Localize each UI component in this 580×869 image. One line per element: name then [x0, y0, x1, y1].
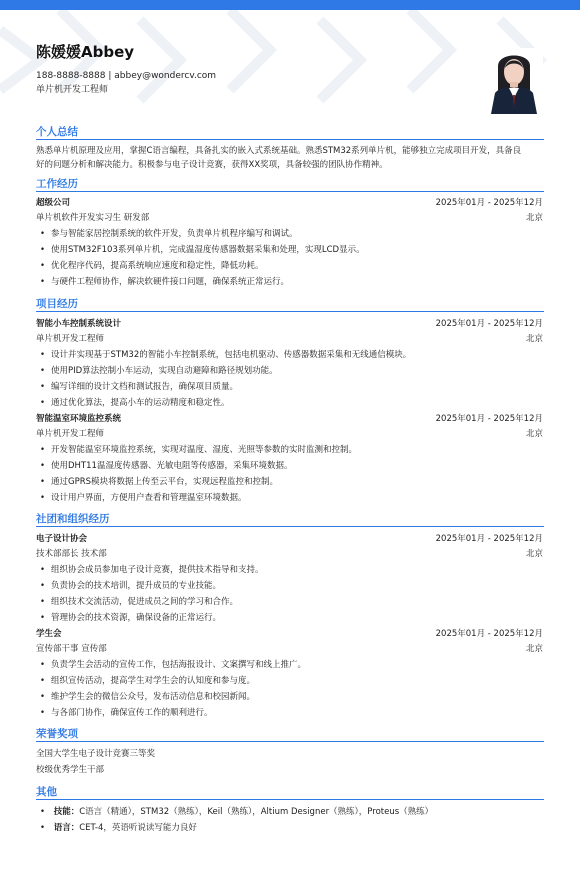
section-title-clubs: 社团和组织经历: [36, 513, 110, 525]
section-divider: [36, 526, 544, 527]
club-bullet: • 与各部门协作，确保宣传工作的顺利进行。: [40, 707, 213, 719]
section-title-other: 其他: [36, 786, 57, 798]
project-time: 2025年01月 - 2025年12月: [435, 319, 543, 329]
work-bullet: • 参与智能家居控制系统的软件开发，负责单片机程序编写和调试。: [40, 228, 298, 240]
project-bullet: • 使用DHT11温湿度传感器、光敏电阻等传感器，采集环境数据。: [40, 460, 292, 472]
section-title-summary: 个人总结: [36, 126, 78, 138]
other-language: [40, 822, 197, 834]
work-bullet: • 与硬件工程师协作，解决软硬件接口问题，确保系统正常运行。: [40, 276, 289, 288]
honor-item: 校级优秀学生干部: [36, 765, 105, 775]
skills-value: C语言（精通），STM32（熟练），Keil（熟练），Altium Designer（熟练），Proteus（熟练）: [79, 807, 434, 817]
skills-label: 技能：: [53, 807, 80, 817]
project-name: 智能温室环境监控系统: [36, 414, 122, 424]
project-role: 单片机开发工程师: [36, 429, 105, 439]
section-divider: [36, 799, 544, 800]
profile-name: 陈媛媛Abbey: [36, 43, 135, 61]
club-bullet: • 组织技术交流活动，促进成员之间的学习和合作。: [40, 596, 238, 608]
club-place: 北京: [525, 644, 543, 654]
project-bullet: • 使用PID算法控制小车运动，实现自动避障和路径规划功能。: [40, 365, 278, 377]
club-bullet: • 组织宣传活动，提高学生对学生会的认知度和参与度。: [40, 675, 255, 687]
club-time: 2025年01月 - 2025年12月: [435, 629, 543, 639]
club-bullet: • 组织协会成员参加电子设计竞赛，提供技术指导和支持。: [40, 564, 264, 576]
project-bullet: • 通过GPRS模块将数据上传至云平台，实现远程监控和控制。: [40, 476, 278, 488]
project-bullet: • 设计用户界面，方便用户查看和管理温室环境数据。: [40, 492, 247, 504]
work-org: 超级公司: [36, 198, 71, 208]
project-bullet: • 通过优化算法，提高小车的运动精度和稳定性。: [40, 397, 230, 409]
profile-position: 单片机开发工程师: [36, 85, 109, 95]
profile-email: abbey@wondercv.com: [114, 71, 217, 81]
language-value: CET-4，英语听说读写能力良好: [79, 823, 197, 833]
section-divider: [36, 311, 544, 312]
project-place: 北京: [525, 429, 543, 439]
work-time: 2025年01月 - 2025年12月: [435, 198, 543, 208]
work-place: 北京: [525, 213, 543, 223]
club-role: 宣传部干事 宣传部: [36, 644, 107, 654]
section-title-projects: 项目经历: [36, 298, 78, 310]
section-divider: [36, 139, 544, 140]
club-bullet: • 负责协会的技术培训，提升成员的专业技能。: [40, 580, 221, 592]
contact-separator: |: [108, 71, 115, 81]
club-name: 电子设计协会: [36, 534, 88, 544]
club-bullet: • 负责学生会活动的宣传工作，包括海报设计、文案撰写和线上推广。: [40, 659, 306, 671]
club-place: 北京: [525, 549, 543, 559]
project-bullet: • 设计并实现基于STM32的智能小车控制系统，包括电机驱动、传感器数据采集和无线通信模块。: [40, 349, 411, 361]
profile-phone: 188-8888-8888: [36, 71, 106, 81]
project-bullet: • 编写详细的设计文档和测试报告，确保项目质量。: [40, 381, 238, 393]
club-bullet: • 管理协会的技术资源，确保设备的正常运行。: [40, 612, 221, 624]
club-name: 学生会: [36, 629, 62, 639]
profile-photo: [485, 48, 543, 114]
work-role: 单片机软件开发实习生 研发部: [36, 213, 150, 223]
club-bullet: • 维护学生会的微信公众号，发布活动信息和校园新闻。: [40, 691, 255, 703]
club-time: 2025年01月 - 2025年12月: [435, 534, 543, 544]
section-title-honors: 荣誉奖项: [36, 728, 78, 740]
honor-item: 全国大学生电子设计竞赛三等奖: [36, 749, 156, 759]
project-name: 智能小车控制系统设计: [36, 319, 122, 329]
project-time: 2025年01月 - 2025年12月: [435, 414, 543, 424]
project-role: 单片机开发工程师: [36, 334, 105, 344]
work-bullet: • 优化程序代码，提高系统响应速度和稳定性，降低功耗。: [40, 260, 264, 272]
top-accent-bar: [0, 0, 580, 10]
section-divider: [36, 741, 544, 742]
section-divider: [36, 191, 544, 192]
work-bullet: • 使用STM32F103系列单片机，完成温湿度传感器数据采集和处理，实现LCD显示。: [40, 244, 365, 256]
section-title-work: 工作经历: [36, 178, 78, 190]
profile-header: [36, 42, 216, 96]
profile-contact: [36, 70, 216, 82]
summary-line-2: 好的问题分析和解决能力。积极参与电子设计竞赛，获得XX奖项，具备较强的团队协作精神。: [36, 160, 388, 170]
language-label: 语言：: [53, 823, 80, 833]
summary-line-1: 熟悉单片机原理及应用，掌握C语言编程，具备扎实的嵌入式系统基础。熟悉STM32系列单片机，能够独立完成项目开发，具备良: [36, 146, 522, 156]
project-bullet: • 开发智能温室环境监控系统，实现对温度、湿度、光照等参数的实时监测和控制。: [40, 444, 357, 456]
club-role: 技术部部长 技术部: [36, 549, 107, 559]
project-place: 北京: [525, 334, 543, 344]
other-skills: [40, 806, 433, 818]
